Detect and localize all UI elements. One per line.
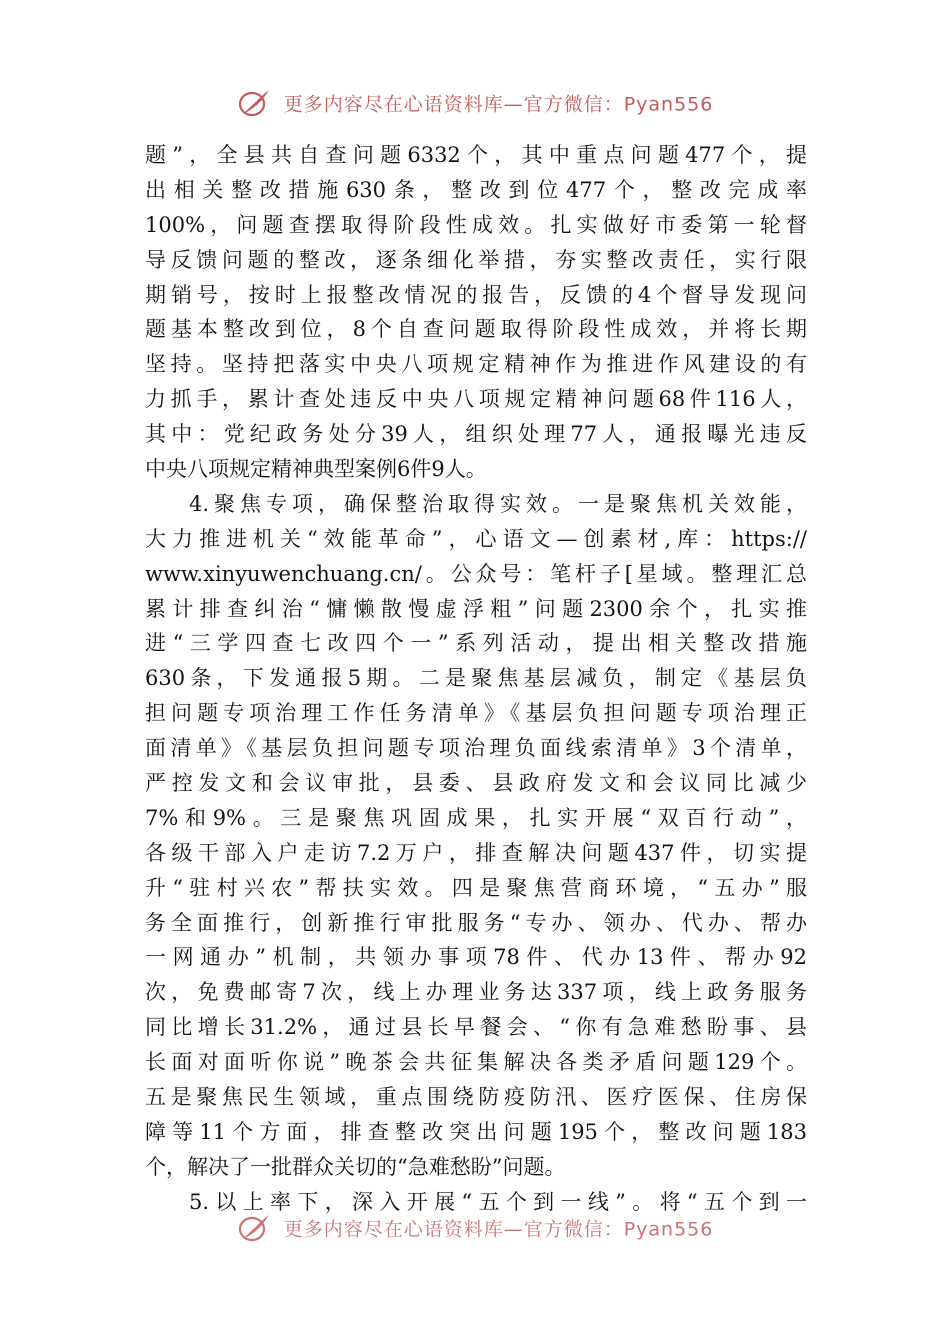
text-line: 7%和9%。三是聚焦巩固成果，扎实开展“双百行动”， xyxy=(145,805,807,830)
text-line: 大力推进机关“效能革命”，心语文—创素材,库：https:// xyxy=(145,526,807,551)
text-line: 坚持。坚持把落实中央八项规定精神作为推进作风建设的有 xyxy=(145,352,807,377)
text-line: 630条，下发通报5期。二是聚焦基层减负，制定《基层负 xyxy=(145,666,807,691)
document-body xyxy=(145,138,807,1220)
text-line: 同比增长31.2%，通过县长早餐会、“你有急难愁盼事、县 xyxy=(145,1015,807,1040)
text-line: 累计排查纠治“慵懒散慢虚浮粗”问题2300余个，扎实推 xyxy=(145,596,807,621)
text-line: 出相关整改措施630条，整改到位477个，整改完成率 xyxy=(145,177,807,202)
text-line: 其中：党纪政务处分39人，组织处理77人，通报曝光违反 xyxy=(145,422,807,447)
quill-logo-icon xyxy=(237,1213,271,1243)
footer-watermark xyxy=(0,1213,950,1243)
text-line: 务全面推行，创新推行审批服务“专办、领办、代办、帮办 xyxy=(145,910,807,935)
text-line: 期销号，按时上报整改情况的报告，反馈的4个督导发现问 xyxy=(145,282,807,307)
text-line: 题基本整改到位，8个自查问题取得阶段性成效，并将长期 xyxy=(145,317,807,342)
text-line: 导反馈问题的整改，逐条细化举措，夯实整改责任，实行限 xyxy=(145,247,807,272)
text-line: 升“驻村兴农”帮扶实效。四是聚焦营商环境，“五办”服 xyxy=(145,875,807,900)
quill-logo-icon xyxy=(237,88,271,118)
text-line: 中央八项规定精神典型案例6件9人。 xyxy=(145,457,487,482)
text-line: 长面对面听你说”晚茶会共征集解决各类矛盾问题129个。 xyxy=(145,1050,807,1075)
text-line: 障等11个方面，排查整改突出问题195个，整改问题183 xyxy=(145,1119,807,1144)
text-line: 100%，问题查摆取得阶段性成效。扎实做好市委第一轮督 xyxy=(145,212,807,237)
text-line: 力抓手，累计查处违反中央八项规定精神问题68件116人， xyxy=(145,387,807,412)
text-line: 面清单》《基层负担问题专项治理负面线索清单》3个清单， xyxy=(145,736,807,761)
text-line: 各级干部入户走访7.2万户，排查解决问题437件，切实提 xyxy=(145,840,807,865)
text-line: 严控发文和会议审批，县委、县政府发文和会议同比减少 xyxy=(145,771,807,796)
text-line: 一网通办”机制，共领办事项78件、代办13件、帮办92 xyxy=(145,945,807,970)
header-watermark xyxy=(0,88,950,118)
text-line: www.xinyuwenchuang.cn/。公众号：笔杆子[星域。整理汇总 xyxy=(145,561,807,586)
watermark-text: 更多内容尽在心语资料库—官方微信：Pyan556 xyxy=(283,1218,714,1241)
watermark-text: 更多内容尽在心语资料库—官方微信：Pyan556 xyxy=(283,93,714,116)
text-line: 次，免费邮寄7次，线上办理业务达337项，线上政务服务 xyxy=(145,980,807,1005)
text-line: 五是聚焦民生领域，重点围绕防疫防汛、医疗医保、住房保 xyxy=(145,1085,807,1110)
text-line: 个，解决了一批群众关切的“急难愁盼”问题。 xyxy=(145,1154,566,1179)
paragraph-4-heading: 4.聚焦专项，确保整治取得实效。一是聚焦机关效能， xyxy=(189,491,807,516)
text-line: 题”，全县共自查问题6332个，其中重点问题477个，提 xyxy=(145,143,807,167)
paragraph-5-heading: 5.以上率下，深入开展“五个到一线”。将“五个到一 xyxy=(189,1189,807,1214)
text-line: 担问题专项治理工作任务清单》《基层负担问题专项治理正 xyxy=(145,701,807,726)
text-line: 进“三学四查七改四个一”系列活动，提出相关整改措施 xyxy=(145,631,807,656)
